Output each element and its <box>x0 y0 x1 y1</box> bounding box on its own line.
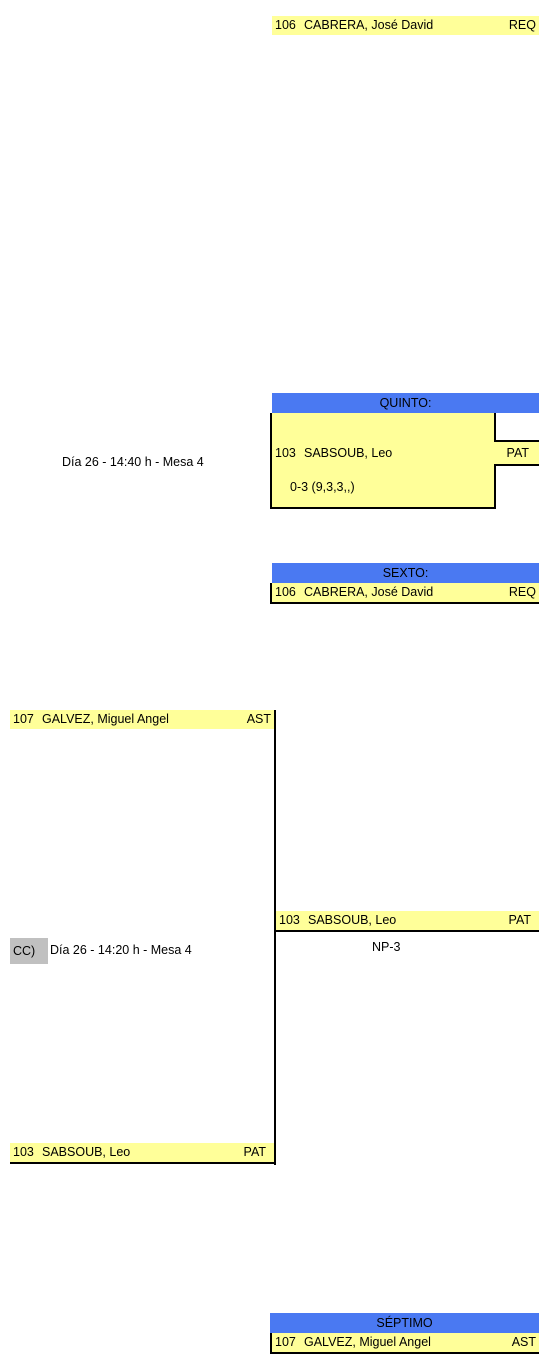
club-code: PAT <box>243 1145 266 1159</box>
septimo-label: SÉPTIMO <box>376 1316 433 1330</box>
club-code: REQ <box>508 585 536 599</box>
cc-tag: CC) <box>10 938 48 964</box>
club-code: AST <box>511 1335 536 1349</box>
bracket-vertical-line <box>274 710 276 1165</box>
player-number: 106 <box>275 18 296 32</box>
sexto-player-row <box>270 583 539 604</box>
quinto-header <box>272 393 539 413</box>
player-number: 107 <box>275 1335 296 1349</box>
cc-player-top-row <box>10 710 274 729</box>
player-name: SABSOUB, Leo <box>304 446 393 460</box>
septimo-header <box>270 1313 539 1333</box>
quinto-player-row <box>272 444 539 463</box>
player-number: 107 <box>13 712 34 726</box>
player-name: GALVEZ, Miguel Angel <box>42 712 169 726</box>
player-name: CABRERA, José David <box>304 585 434 599</box>
club-code: PAT <box>508 913 531 927</box>
sexto-header <box>272 563 539 583</box>
cc-schedule: Día 26 - 14:20 h - Mesa 4 <box>50 943 192 957</box>
player-name: CABRERA, José David <box>304 18 434 32</box>
sexto-label: SEXTO: <box>382 566 429 580</box>
quinto-schedule: Día 26 - 14:40 h - Mesa 4 <box>62 455 204 469</box>
top-player-row <box>272 16 539 35</box>
cc-score: NP-3 <box>372 940 401 954</box>
club-code: REQ <box>508 18 536 32</box>
quinto-label: QUINTO: <box>379 396 432 410</box>
septimo-player-row <box>270 1333 539 1354</box>
player-name: GALVEZ, Miguel Angel <box>304 1335 431 1349</box>
player-name: SABSOUB, Leo <box>308 913 397 927</box>
club-code: AST <box>246 712 271 726</box>
player-number: 106 <box>275 585 296 599</box>
cc-player-bottom-row <box>10 1143 274 1164</box>
player-number: 103 <box>279 913 300 927</box>
player-number: 103 <box>275 446 296 460</box>
player-name: SABSOUB, Leo <box>42 1145 131 1159</box>
player-number: 103 <box>13 1145 34 1159</box>
quinto-score: 0-3 (9,3,3,,) <box>290 480 355 494</box>
cc-winner-row <box>276 911 539 932</box>
club-code: PAT <box>506 446 529 460</box>
